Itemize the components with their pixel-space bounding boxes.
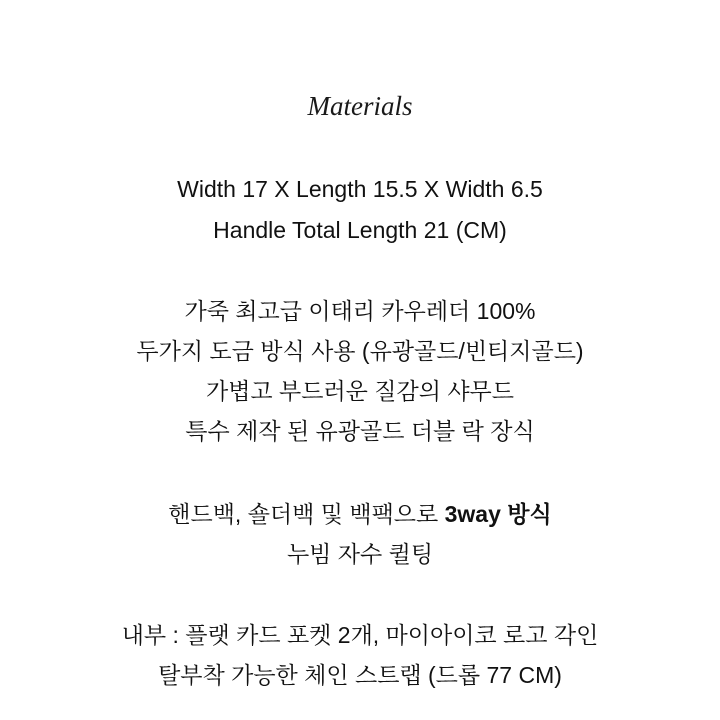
material-line: 가죽 최고급 이태리 카우레더 100% [184,298,536,324]
page-title: Materials [307,91,413,121]
handle-length-line: Handle Total Length 21 (CM) [213,217,507,243]
style-line-prefix: 핸드백, 숄더백 및 백팩으로 [168,501,445,527]
strap-line: 탈부착 가능한 체인 스트랩 (드롭 77 CM) [158,662,562,688]
material-line: 특수 제작 된 유광골드 더블 락 장식 [185,418,535,444]
style-line-emphasis: 3way 방식 [444,501,552,527]
material-line: 가볍고 부드러운 질감의 샤무드 [205,378,514,404]
style-line [0,499,720,529]
interior-line: 내부 : 플랫 카드 포켓 2개, 마이아이코 로고 각인 [121,622,599,648]
material-line: 두가지 도금 방식 사용 (유광골드/빈티지골드) [136,338,584,364]
dimensions-line: Width 17 X Length 15.5 X Width 6.5 [177,176,543,202]
quilting-line: 누빔 자수 퀼팅 [286,541,434,567]
